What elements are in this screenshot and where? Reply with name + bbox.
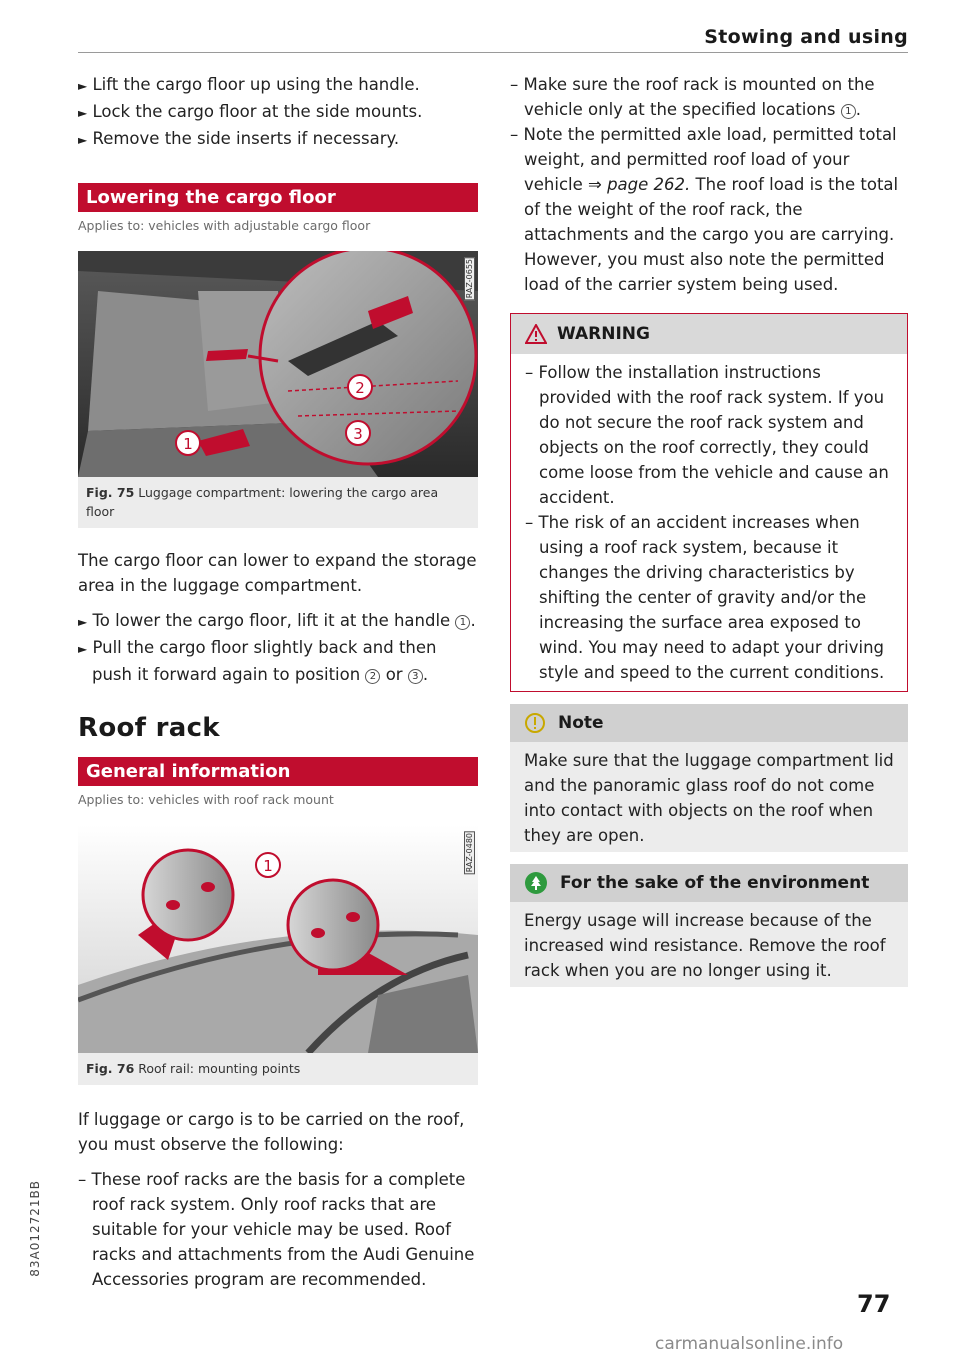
svg-text:3: 3 (353, 425, 363, 443)
arrow-bullet-icon: ► (78, 106, 88, 120)
note-header (510, 704, 908, 742)
bullet-item: – These roof racks are the basis for a complete roof rack system. Only roof racks that are suitable for your vehicle may be used. Roof racks and attachments from the Audi Genuine Accessories program are recommended. (78, 1170, 475, 1289)
environment-title: For the sake of the environment (560, 873, 870, 893)
warning-triangle-icon (525, 324, 547, 344)
note-body (510, 742, 908, 852)
arrow-bullet-icon: ► (78, 79, 88, 93)
right-column (510, 72, 908, 987)
warning-header (511, 314, 907, 354)
intro-steps (78, 72, 478, 153)
roof-rail-drawing (78, 825, 478, 1053)
step-item: ► Remove the side inserts if necessary. (78, 129, 400, 148)
note-box (510, 704, 908, 852)
svg-text:1: 1 (263, 857, 273, 875)
svg-text:2: 2 (355, 379, 365, 397)
warning-item: – The risk of an accident increases when using a roof rack system, because it changes the driving characteristics by shifting the center of gravity and/or the increasing the surface area exposed to wind. You may need to adapt your driving style and speed to the current conditions. (525, 513, 885, 682)
warning-title: WARNING (557, 324, 650, 344)
header-divider (78, 52, 908, 53)
note-title: Note (558, 713, 604, 733)
document-code: 83A012721BB (28, 1180, 42, 1277)
environment-box (510, 864, 908, 987)
step-item: ► Lift the cargo floor up using the handle. (78, 75, 420, 94)
figure-75-illustration (78, 251, 478, 477)
figure-caption (78, 1053, 478, 1085)
ref-circle: 2 (365, 669, 380, 684)
figure-code: RAZ-0655 (465, 259, 474, 299)
figure-75 (78, 251, 478, 528)
section-heading-general: General information (78, 757, 478, 786)
zoom-circle-left (143, 850, 233, 940)
applies-note: Applies to: vehicles with roof rack mount (78, 792, 334, 807)
warning-body (511, 354, 907, 691)
section-heading-lowering: Lowering the cargo floor (78, 183, 478, 212)
bullet-item: – Note the permitted axle load, permitted total weight, and permitted roof load of your vehicle ⇒ page 262. The roof load is the total of the weight of the roof rack, the attachments and the cargo you are carrying. However, you must also note the permitted load of the carrier system being used. (510, 125, 899, 294)
info-exclamation-icon (524, 712, 546, 734)
page-reference-link[interactable]: ⇒ page 262. (588, 175, 691, 194)
roof-rack-paragraph: If luggage or cargo is to be carried on the roof, you must observe the following: (78, 1110, 465, 1154)
bullet-item: – Make sure the roof rack is mounted on the vehicle only at the specified locations 1 . (510, 75, 875, 119)
environment-text: Energy usage will increase because of the increased wind resistance. Remove the roof rack when you are no longer using it. (524, 911, 886, 980)
section-title-roof-rack: Roof rack (78, 713, 220, 743)
figure-caption (78, 477, 478, 528)
figure-label: Fig. 76 (86, 1061, 135, 1076)
arrow-bullet-icon: ► (78, 642, 88, 656)
arrow-bullet-icon: ► (78, 133, 88, 147)
step-item: ► Pull the cargo floor slightly back and then push it forward again to position 2 or 3 . (78, 638, 437, 684)
callout-1 (176, 431, 200, 455)
step-item: ► To lower the cargo floor, lift it at the handle 1 . (78, 611, 476, 630)
zoom-circle-right (288, 880, 378, 970)
applies-note: Applies to: vehicles with adjustable cargo floor (78, 218, 371, 233)
luggage-compartment-drawing (78, 251, 478, 477)
ref-circle: 1 (455, 615, 470, 630)
warning-box (510, 313, 908, 692)
lowering-paragraph: The cargo floor can lower to expand the storage area in the luggage compartment. (78, 551, 477, 595)
svg-text:1: 1 (183, 435, 193, 453)
ref-circle: 3 (408, 669, 423, 684)
warning-item: – Follow the installation instructions provided with the roof rack system. If you do not secure the roof rack system and objects on the roof correctly, they could come loose from the vehicle and cause an accident. (525, 363, 889, 507)
tree-leaf-icon (524, 871, 548, 895)
figure-76 (78, 825, 478, 1085)
note-text: Make sure that the luggage compartment lid and the panoramic glass roof do not come into contact with objects on the roof when they are open. (524, 751, 894, 845)
lowering-steps (78, 608, 478, 687)
running-header: Stowing and using (704, 26, 908, 48)
figure-caption-text: Luggage compartment: lowering the cargo area floor (86, 485, 439, 519)
arrow-bullet-icon: ► (78, 615, 88, 629)
figure-caption-text: Roof rail: mounting points (138, 1061, 301, 1076)
callout-1 (256, 853, 280, 877)
page-number: 77 (857, 1290, 891, 1318)
environment-body (510, 902, 908, 987)
callout-3 (346, 421, 370, 445)
environment-header (510, 864, 908, 902)
figure-code: RAZ-0480 (465, 833, 474, 873)
figure-76-illustration (78, 825, 478, 1053)
step-item: ► Lock the cargo floor at the side mounts. (78, 102, 423, 121)
left-column (78, 72, 478, 1292)
callout-2 (348, 375, 372, 399)
figure-label: Fig. 75 (86, 485, 135, 500)
watermark: carmanualsonline.info (655, 1334, 844, 1354)
ref-circle: 1 (841, 104, 856, 119)
